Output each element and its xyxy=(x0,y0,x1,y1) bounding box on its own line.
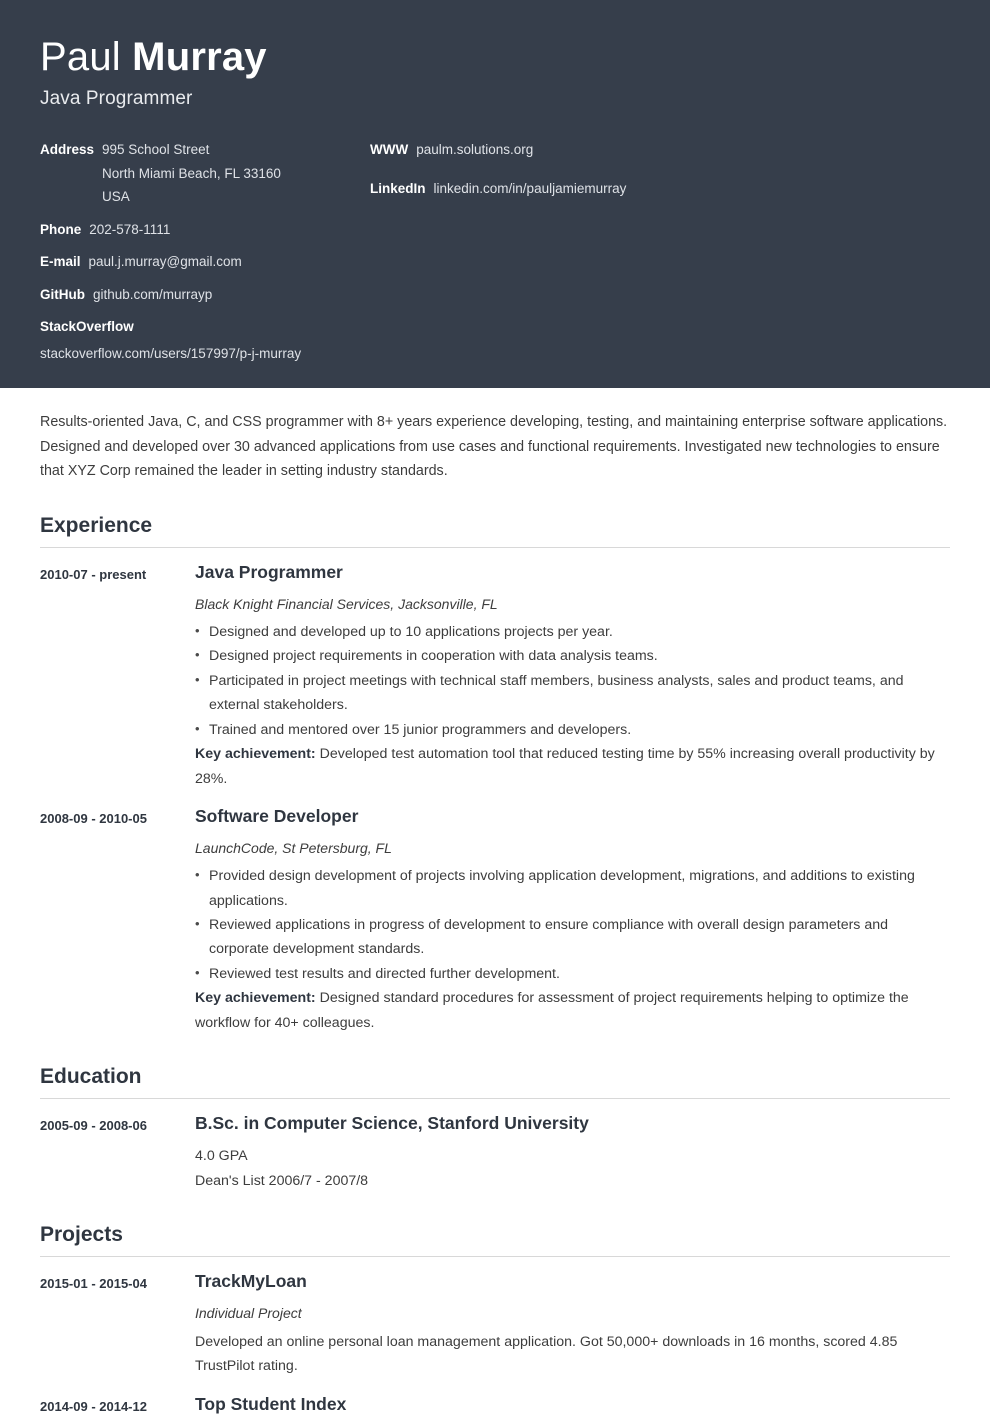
resume-body xyxy=(0,410,990,1425)
contact-label-stackoverflow: StackOverflow xyxy=(40,319,134,335)
entry-main xyxy=(195,562,950,791)
contact-label-linkedin: LinkedIn xyxy=(370,180,426,196)
list-item: • Reviewed test results and directed further development. xyxy=(195,962,950,986)
entry-dates: 2010-07 - present xyxy=(40,566,147,582)
contact-email xyxy=(40,252,370,272)
summary-paragraph: Results-oriented Java, C, and CSS programmer with 8+ years experience developing, testing, and maintaining enterprise software applications. Designed and developed over 30 advanced applications from use cases and functional requirements. Investigated new technologies to ensure that XYZ Corp remained the leader in setting industry standards. xyxy=(40,414,948,480)
contact-value-email[interactable]: paul.j.murray@gmail.com xyxy=(88,254,242,270)
achievement-text: Developed test automation tool that reduced testing time by 55% increasing overall productivity by 28%. xyxy=(195,746,935,787)
contact-label-github: GitHub xyxy=(40,286,85,302)
entry-detail: Developed an online personal loan management application. Got 50,000+ downloads in 16 months, scored 4.85 TrustPilot rating. xyxy=(195,1333,898,1375)
entry-main xyxy=(195,1271,950,1379)
contact-value-github[interactable]: github.com/murrayp xyxy=(93,286,213,302)
entry-dates: 2015-01 - 2015-04 xyxy=(40,1276,147,1292)
entry-subtitle: Black Knight Financial Services, Jacksonville, FL xyxy=(195,595,498,612)
first-name: Paul xyxy=(40,35,133,79)
contact-www xyxy=(370,140,930,160)
resume-header xyxy=(0,0,990,388)
section-title-education: Education xyxy=(40,1065,142,1089)
entry-main xyxy=(195,1394,950,1425)
entry-dates: 2014-09 - 2014-12 xyxy=(40,1399,147,1415)
entry-bullets xyxy=(195,620,950,742)
contact-value-linkedin[interactable]: linkedin.com/in/pauljamiemurray xyxy=(433,180,627,196)
address-line-2: North Miami Beach, FL 33160 xyxy=(102,165,281,181)
achievement-label: Key achievement: xyxy=(195,990,316,1007)
job-title: Java Programmer xyxy=(40,88,193,109)
contact-label-phone: Phone xyxy=(40,221,82,237)
section-rule-projects xyxy=(40,1256,950,1257)
entry-dates: 2008-09 - 2010-05 xyxy=(40,810,147,826)
contact-value-stackoverflow[interactable]: stackoverflow.com/users/157997/p-j-murray xyxy=(40,345,302,361)
contact-label-email: E-mail xyxy=(40,254,81,270)
entry-detail: 4.0 GPA xyxy=(195,1148,248,1165)
list-item: • Reviewed applications in progress of development to ensure compliance with overall design parameters and corporate development standards. xyxy=(195,913,950,962)
section-rule-experience xyxy=(40,547,950,548)
contact-label-address: Address xyxy=(40,142,95,157)
list-item: • Trained and mentored over 15 junior programmers and developers. xyxy=(195,718,950,742)
contact-column-left xyxy=(40,140,370,377)
section-title-experience: Experience xyxy=(40,513,153,537)
achievement-text: Designed standard procedures for assessment of project requirements helping to optimize the workflow for 40+ colleagues. xyxy=(195,990,909,1031)
entry-main xyxy=(195,1113,950,1193)
list-item: • Provided design development of projects involving application development, migrations, and additions to existing applications. xyxy=(195,864,950,913)
entry-title: Top Student Index xyxy=(195,1394,347,1415)
project-entry xyxy=(40,1394,950,1425)
contact-phone xyxy=(40,220,370,240)
entry-title: Software Developer xyxy=(195,805,359,826)
entry-main xyxy=(195,806,950,1035)
achievement-label: Key achievement: xyxy=(195,746,316,763)
contact-label-www: WWW xyxy=(370,142,409,157)
address-line-1: 995 School Street xyxy=(102,142,210,157)
entry-subtitle: Individual Project xyxy=(195,1305,302,1322)
entry-achievement xyxy=(195,986,950,1035)
contact-column-right xyxy=(370,140,930,211)
entry-bullets xyxy=(195,864,950,986)
experience-entry xyxy=(40,562,950,791)
entry-title: TrackMyLoan xyxy=(195,1271,307,1292)
entry-subtitle: LaunchCode, St Petersburg, FL xyxy=(195,839,392,856)
project-entry xyxy=(40,1271,950,1379)
contact-stackoverflow xyxy=(40,317,370,363)
entry-dates: 2005-09 - 2008-06 xyxy=(40,1118,147,1134)
page-title xyxy=(40,36,950,78)
contact-value-phone[interactable]: 202-578-1111 xyxy=(89,221,171,237)
list-item: • Designed and developed up to 10 applications projects per year. xyxy=(195,620,950,644)
section-rule-education xyxy=(40,1098,950,1099)
address-line-3: USA xyxy=(102,189,130,205)
address-lines xyxy=(102,140,281,207)
entry-title: B.Sc. in Computer Science, Stanford University xyxy=(195,1113,589,1134)
last-name: Murray xyxy=(132,35,267,79)
entry-title: Java Programmer xyxy=(195,561,343,582)
section-title-projects: Projects xyxy=(40,1223,123,1247)
contact-github xyxy=(40,285,370,305)
contact-address xyxy=(40,140,370,207)
entry-achievement xyxy=(195,742,950,791)
education-entry xyxy=(40,1113,950,1193)
list-item: • Participated in project meetings with technical staff members, business analysts, sales and product teams, and external stakeholders. xyxy=(195,669,950,718)
list-item: • Designed project requirements in cooperation with data analysis teams. xyxy=(195,644,950,668)
contact-linkedin xyxy=(370,179,930,199)
entry-detail: Dean's List 2006/7 - 2007/8 xyxy=(195,1172,369,1189)
contact-grid xyxy=(40,140,950,377)
contact-value-www[interactable]: paulm.solutions.org xyxy=(416,142,534,157)
experience-entry xyxy=(40,806,950,1035)
